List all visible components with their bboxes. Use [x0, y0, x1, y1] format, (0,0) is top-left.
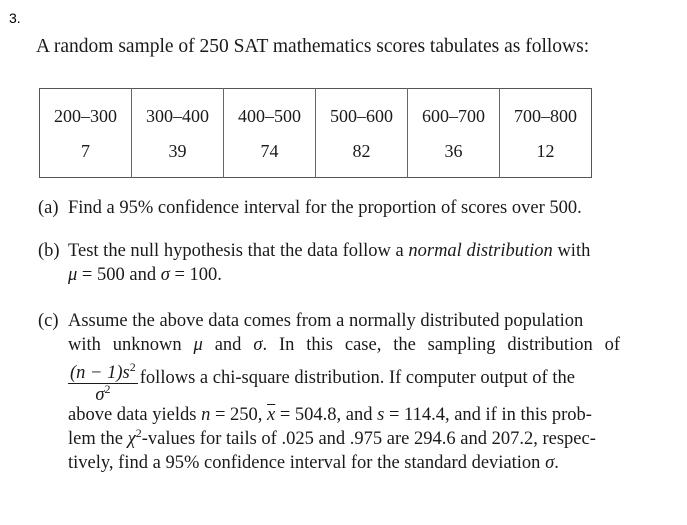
problem-number: 3.: [9, 10, 21, 26]
part-c: [38, 309, 620, 475]
part-c-text: lem the: [68, 429, 128, 449]
s-variable: s: [377, 405, 385, 425]
part-c-text: = 504.8, and: [275, 405, 378, 425]
range-cell: 200–300: [54, 105, 117, 126]
part-c-text: Assume the above data comes from a normally distributed population: [68, 311, 584, 331]
mu-symbol: μ: [68, 265, 78, 285]
fraction-denominator: σ: [95, 385, 105, 405]
part-c-text: = 250,: [210, 405, 267, 425]
part-a: [38, 196, 582, 220]
fraction-expression: [68, 360, 138, 406]
count-cell: 82: [316, 137, 408, 178]
part-c-text: above data yields: [68, 405, 202, 425]
mu-symbol: μ: [193, 335, 203, 355]
part-c-text: .: [554, 453, 559, 473]
part-c-text: tively, find a 95% confidence interval for the standard deviation: [68, 453, 546, 473]
superscript: 2: [129, 360, 136, 374]
part-b-text: = 500 and: [77, 265, 161, 285]
part-c-text: -values for tails of .025 and .975 are 294.6 and 207.2, respec-: [141, 429, 596, 449]
part-c-text: with unknown: [68, 335, 194, 355]
part-a-label: (a): [38, 198, 59, 218]
part-c-label: (c): [38, 311, 59, 331]
range-cell: 300–400: [132, 89, 224, 138]
problem-intro: A random sample of 250 SAT mathematics scores tabulates as follows:: [36, 36, 590, 57]
part-b-label: (b): [38, 241, 60, 261]
chi-symbol: χ: [127, 429, 136, 449]
range-cell: 500–600: [316, 89, 408, 138]
part-c-text: . In this case, the sampling distribution of: [262, 335, 621, 355]
part-b-text: Test the null hypothesis that the data follow a: [68, 241, 409, 261]
part-c-text: and: [202, 335, 254, 355]
sigma-symbol: σ: [253, 335, 263, 355]
fraction-numerator: (n − 1)s: [70, 363, 130, 383]
superscript: 2: [104, 382, 111, 396]
sigma-symbol: σ: [160, 265, 170, 285]
range-cell: 700–800: [500, 89, 592, 138]
count-row: [40, 137, 592, 178]
part-b-text: with: [552, 241, 591, 261]
range-cell: 400–500: [224, 89, 316, 138]
score-table: [39, 88, 592, 178]
count-cell: 36: [408, 137, 500, 178]
range-cell: 600–700: [408, 89, 500, 138]
part-a-text: Find a 95% confidence interval for the proportion of scores over 500.: [68, 198, 582, 218]
count-cell: 7: [81, 141, 90, 161]
normal-distribution-emphasis: normal distribution: [408, 241, 553, 261]
count-cell: 39: [132, 137, 224, 178]
part-c-text: follows a chi-square distribution. If computer output of the: [139, 367, 575, 388]
part-b-text: = 100.: [169, 265, 222, 285]
count-cell: 74: [224, 137, 316, 178]
sigma-symbol: σ: [545, 453, 555, 473]
superscript: 2: [135, 426, 142, 440]
count-cell: 12: [500, 137, 592, 178]
part-b: [38, 239, 590, 287]
part-c-text: = 114.4, and if in this prob-: [384, 405, 592, 425]
x-bar-variable: $\overline{x}$: [267, 405, 276, 425]
score-range-row: [40, 89, 592, 138]
n-variable: n: [201, 405, 211, 425]
